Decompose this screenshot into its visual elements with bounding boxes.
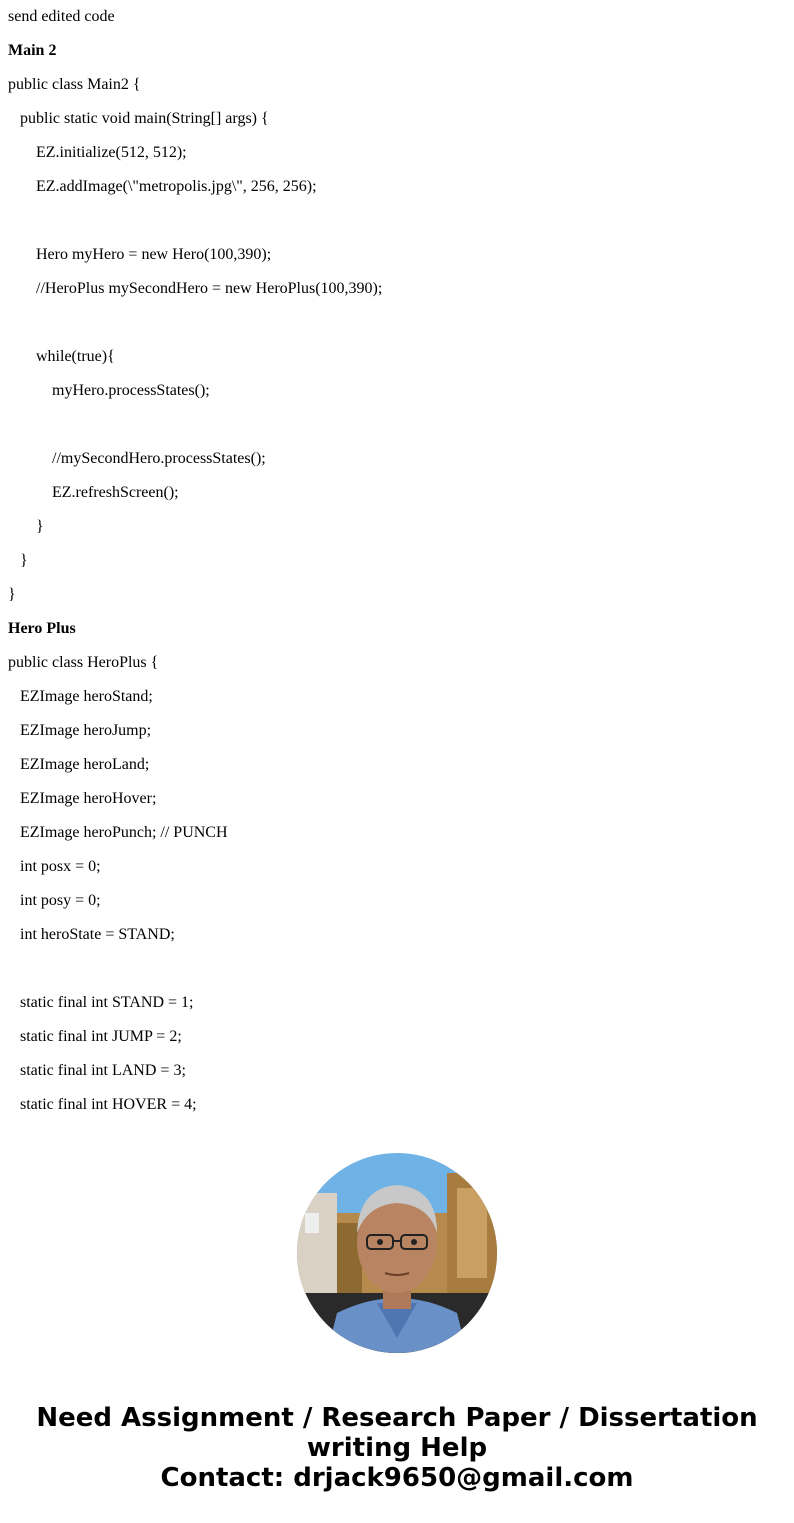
code-line: } bbox=[36, 518, 44, 535]
blank-line bbox=[8, 408, 788, 442]
code-line: EZImage heroPunch; // PUNCH bbox=[20, 824, 228, 841]
promo-banner bbox=[0, 1403, 794, 1493]
code-line: static final int HOVER = 4; bbox=[20, 1096, 197, 1113]
code-line: Hero myHero = new Hero(100,390); bbox=[36, 246, 272, 263]
code-line: EZ.initialize(512, 512); bbox=[36, 144, 187, 161]
blank-line bbox=[8, 306, 788, 340]
person-portrait-icon bbox=[297, 1153, 497, 1353]
code-line: static final int STAND = 1; bbox=[20, 994, 194, 1011]
code-line: int heroState = STAND; bbox=[20, 926, 175, 943]
promo-line-2: writing Help bbox=[306, 1433, 488, 1463]
code-line: int posy = 0; bbox=[20, 892, 101, 909]
code-line: static final int JUMP = 2; bbox=[20, 1028, 182, 1045]
promo-line-1: Need Assignment / Research Paper / Dissertation bbox=[36, 1403, 758, 1433]
code-line: EZImage heroJump; bbox=[20, 722, 152, 739]
code-line: public class Main2 { bbox=[8, 76, 141, 93]
code-line: while(true){ bbox=[36, 348, 115, 365]
code-line: send edited code bbox=[8, 8, 115, 25]
code-line: EZ.addImage(\"metropolis.jpg\", 256, 256); bbox=[36, 178, 317, 195]
code-line: public static void main(String[] args) { bbox=[20, 110, 269, 127]
section-heading: Main 2 bbox=[8, 42, 57, 59]
blank-line bbox=[8, 204, 788, 238]
code-line: } bbox=[20, 552, 28, 569]
promo-contact: Contact: drjack9650@gmail.com bbox=[160, 1463, 634, 1493]
author-avatar bbox=[297, 1153, 497, 1353]
code-line: int posx = 0; bbox=[20, 858, 101, 875]
code-line: EZImage heroHover; bbox=[20, 790, 157, 807]
code-line: static final int LAND = 3; bbox=[20, 1062, 186, 1079]
code-line: //mySecondHero.processStates(); bbox=[52, 450, 266, 467]
document-body bbox=[8, 0, 788, 1122]
code-line: public class HeroPlus { bbox=[8, 654, 159, 671]
code-line: EZ.refreshScreen(); bbox=[52, 484, 179, 501]
code-line: myHero.processStates(); bbox=[52, 382, 210, 399]
code-line: } bbox=[8, 586, 16, 603]
code-line: EZImage heroStand; bbox=[20, 688, 153, 705]
code-line: EZImage heroLand; bbox=[20, 756, 150, 773]
code-line: //HeroPlus mySecondHero = new HeroPlus(100,390); bbox=[36, 280, 383, 297]
blank-line bbox=[8, 952, 788, 986]
section-heading: Hero Plus bbox=[8, 620, 76, 637]
